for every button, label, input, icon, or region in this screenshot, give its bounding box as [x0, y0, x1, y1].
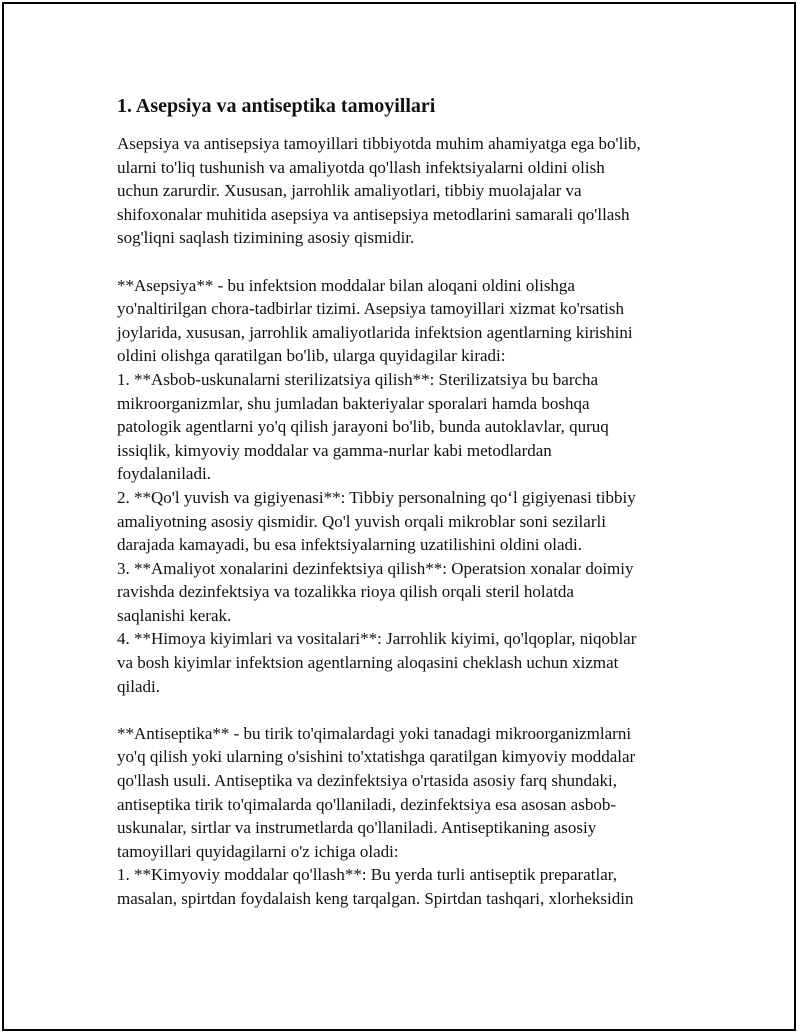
document-body	[117, 92, 692, 911]
text-line: va bosh kiyimlar infektsion agentlarning aloqasini cheklash uchun xizmat	[117, 653, 619, 673]
text-line: qo'llash usuli. Antiseptika va dezinfektsiya o'rtasida asosiy farq shundaki,	[117, 771, 617, 791]
text-line: saqlanishi kerak.	[117, 605, 232, 625]
text-line: joylarida, xususan, jarrohlik amaliyotlarida infektsion agentlarning kirishini	[117, 322, 633, 342]
list-item-line: 1. **Asbob-uskunalarni sterilizatsiya qilish**: Sterilizatsiya bu barcha	[117, 369, 599, 389]
text-line: uskunalar, sirtlar va instrumetlarda qo'llaniladi. Antiseptikaning asosiy	[117, 818, 597, 838]
text-line: **Antiseptika** - bu tirik to'qimalardagi yoki tanadagi mikroorganizmlarni	[117, 723, 632, 743]
text-line: oldini olishga qaratilgan bo'lib, ularga quyidagilar kiradi:	[117, 346, 506, 366]
section-title: 1. Asepsiya va antiseptika tamoyillari	[117, 95, 436, 117]
paragraph-asepsiya	[117, 274, 692, 699]
text-line: antiseptika tirik to'qimalarda qo'llaniladi, dezinfektsiya esa asosan asbob-	[117, 794, 616, 814]
text-line: ularni to'liq tushunish va amaliyotda qo'llash infektsiyalarni oldini olish	[117, 157, 605, 177]
paragraph-spacer	[117, 698, 692, 722]
text-line: mikroorganizmlar, shu jumladan bakteriyalar sporalari hamda boshqa	[117, 393, 590, 413]
text-line: sog'liqni saqlash tizimining asosiy qismidir.	[117, 228, 415, 248]
text-line: darajada kamayadi, bu esa infektsiyalarning uzatilishini oldini oladi.	[117, 535, 583, 555]
paragraph-intro	[117, 132, 692, 250]
text-line: yo'q qilish yoki ularning o'sishini to'xtatishga qaratilgan kimyoviy moddalar	[117, 747, 636, 767]
paragraph-spacer	[117, 250, 692, 274]
text-line: masalan, spirtdan foydalaish keng tarqalgan. Spirtdan tashqari, xlorheksidin	[117, 889, 634, 908]
paragraph-antiseptika	[117, 722, 692, 911]
text-line: amaliyotning asosiy qismidir. Qo'l yuvish orqali mikroblar soni sezilarli	[117, 511, 606, 531]
text-line: foydalaniladi.	[117, 464, 211, 484]
text-line: uchun zarurdir. Xususan, jarrohlik amaliyotlari, tibbiy muolajalar va	[117, 181, 582, 201]
text-line: qiladi.	[117, 676, 160, 696]
text-line: patologik agentlarni yo'q qilish jarayoni bo'lib, bunda autoklavlar, quruq	[117, 417, 609, 437]
text-line: Asepsiya va antisepsiya tamoyillari tibbiyotda muhim ahamiyatga ega bo'lib,	[117, 134, 641, 153]
text-line: ravishda dezinfektsiya va tozalikka rioya qilish orqali steril holatda	[117, 582, 574, 602]
list-item-line: 1. **Kimyoviy moddalar qo'llash**: Bu yerda turli antiseptik preparatlar,	[117, 865, 617, 885]
text-line: **Asepsiya** - bu infektsion moddalar bilan aloqani oldini olishga	[117, 275, 575, 295]
text-line: shifoxonalar muhitida asepsiya va antisepsiya metodlarini samarali qo'llash	[117, 204, 630, 224]
text-line: yo'naltirilgan chora-tadbirlar tizimi. Asepsiya tamoyillari xizmat ko'rsatish	[117, 299, 625, 319]
list-item-line: 3. **Amaliyot xonalarini dezinfektsiya qilish**: Operatsion xonalar doimiy	[117, 558, 634, 578]
text-line: issiqlik, kimyoviy moddalar va gamma-nurlar kabi metodlardan	[117, 440, 552, 460]
list-item-line: 2. **Qo'l yuvish va gigiyenasi**: Tibbiy personalning qo‘l gigiyenasi tibbiy	[117, 487, 636, 507]
list-item-line: 4. **Himoya kiyimlari va vositalari**: Jarrohlik kiyimi, qo'lqoplar, niqoblar	[117, 629, 637, 649]
text-line: tamoyillari quyidagilarni o'z ichiga oladi:	[117, 841, 399, 861]
